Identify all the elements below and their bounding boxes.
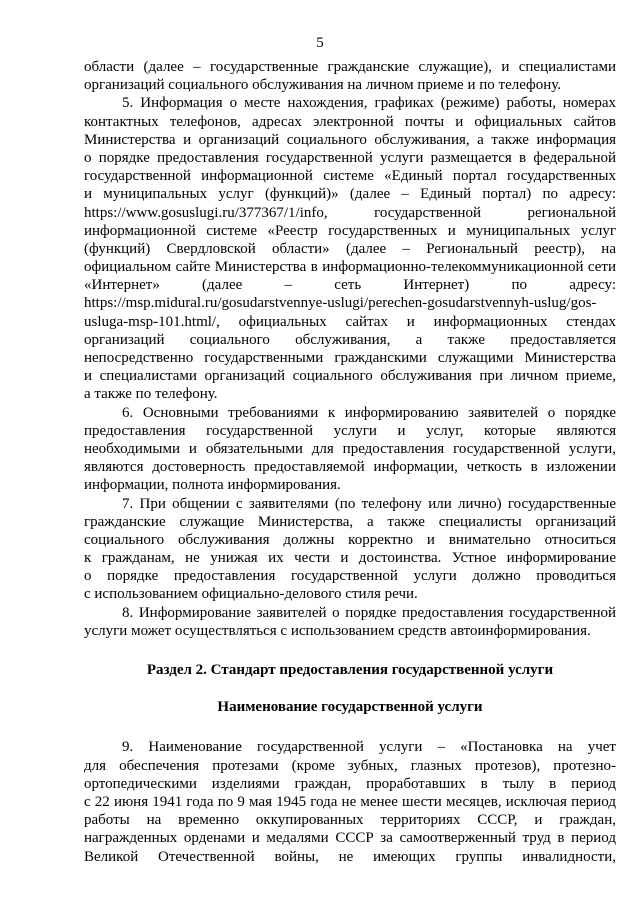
spacer bbox=[84, 679, 616, 698]
section-title: Раздел 2. Стандарт предоставления государственной услуги bbox=[146, 662, 554, 678]
text-line: организаций социального обслуживания, а также предоставляется bbox=[84, 331, 616, 348]
text-line: информационной системе «Реестр государственных и муниципальных услуг bbox=[84, 222, 616, 239]
intro-paragraph bbox=[84, 58, 616, 94]
text-line: о порядке предоставления государственной услуги должно проводиться bbox=[84, 568, 616, 585]
text-line: гражданские служащие Министерства, а также специалисты организаций bbox=[84, 513, 616, 530]
document-body bbox=[84, 58, 616, 866]
text-line: о порядке предоставления государственной услуги размещается в федеральной bbox=[84, 149, 616, 166]
page-number: 5 bbox=[316, 35, 324, 51]
text-line: предоставления государственной услуги и услуг, которые являются bbox=[84, 422, 616, 439]
text-line: награжденных орденами и медалями СССР за самоотверженный труд в период bbox=[84, 830, 616, 847]
paragraph-9 bbox=[84, 738, 616, 865]
spacer bbox=[84, 640, 616, 661]
text-line: с использованием официально-делового стиля речи. bbox=[84, 586, 418, 603]
text-line: области (далее – государственные гражданские служащие), и специалистами bbox=[84, 59, 616, 75]
text-line: к гражданам, не унижая их чести и достоинства. Устное информирование bbox=[84, 550, 616, 567]
text-line: государственной информационной системе «Единый портал государственных bbox=[84, 168, 616, 185]
text-line: 5. Информация о месте нахождения, графиках (режиме) работы, номерах bbox=[122, 95, 616, 112]
text-line: а также по телефону. bbox=[84, 386, 218, 403]
text-line: 6. Основными требованиями к информированию заявителей о порядке bbox=[122, 404, 616, 421]
text-line: Великой Отечественной войны, не имеющих группы инвалидности, bbox=[84, 848, 616, 865]
text-line: необходимыми и обязательными для предоставления государственной услуги, bbox=[84, 440, 616, 457]
text-line: и специалистами организаций социального обслуживания при личном приеме, bbox=[84, 368, 616, 385]
paragraph-5 bbox=[84, 94, 616, 403]
paragraph-6 bbox=[84, 404, 616, 495]
text-line: с 22 июня 1941 года по 9 мая 1945 года не менее шести месяцев, исключая период bbox=[84, 793, 616, 810]
text-line: (функций) Свердловской области» (далее – Региональный реестр), на bbox=[84, 240, 616, 257]
text-line: Министерства и организаций социального обслуживания, а также информация bbox=[84, 131, 616, 148]
text-line: «Интернет» (далее – сеть Интернет) по адресу: bbox=[84, 277, 616, 294]
text-line: услуги может осуществляться с использованием средств автоинформирования. bbox=[84, 622, 591, 639]
paragraph-8 bbox=[84, 604, 616, 640]
text-line: работы на временно оккупированных территориях СССР, и граждан, bbox=[84, 812, 616, 829]
text-line: являются достоверность предоставляемой информации, четкость в изложении bbox=[84, 459, 616, 476]
text-line: официальном сайте Министерства в информационно-телекоммуникационной сети bbox=[84, 259, 616, 276]
text-line: usluga-msp-101.html/, официальных сайтах и информационных стендах bbox=[84, 313, 616, 330]
spacer bbox=[84, 716, 616, 738]
text-line: и муниципальных услуг (функций)» (далее – Единый портал) по адресу: bbox=[84, 186, 616, 203]
text-line: https://www.gosuslugi.ru/377367/1/info, государственной региональной bbox=[84, 204, 616, 221]
text-line: ортопедическими изделиями граждан, проработавших в тылу в период bbox=[84, 775, 616, 792]
text-line: информации, полнота информирования. bbox=[84, 477, 341, 494]
text-line: организаций социального обслуживания на личном приеме и по телефону. bbox=[84, 77, 562, 94]
text-line: 7. При общении с заявителями (по телефону или лично) государственные bbox=[122, 495, 616, 512]
text-line: 9. Наименование государственной услуги – «Постановка на учет bbox=[122, 739, 616, 756]
text-line: непосредственно государственными гражданскими служащими Министерства bbox=[84, 350, 616, 366]
text-line: контактных телефонов, адресах электронной почты и официальных сайтов bbox=[84, 113, 616, 130]
paragraph-7 bbox=[84, 495, 616, 604]
text-line: 8. Информирование заявителей о порядке предоставления государственной bbox=[122, 604, 616, 621]
text-line: https://msp.midural.ru/gosudarstvennye-uslugi/perechen-gosudarstvennyh-uslug/gos- bbox=[84, 295, 597, 312]
subsection-title: Наименование государственной услуги bbox=[217, 699, 483, 716]
text-line: социального обслуживания должны корректно и внимательно относиться bbox=[84, 531, 616, 548]
text-line: для обеспечения протезами (кроме зубных, глазных протезов), протезно- bbox=[84, 757, 616, 774]
